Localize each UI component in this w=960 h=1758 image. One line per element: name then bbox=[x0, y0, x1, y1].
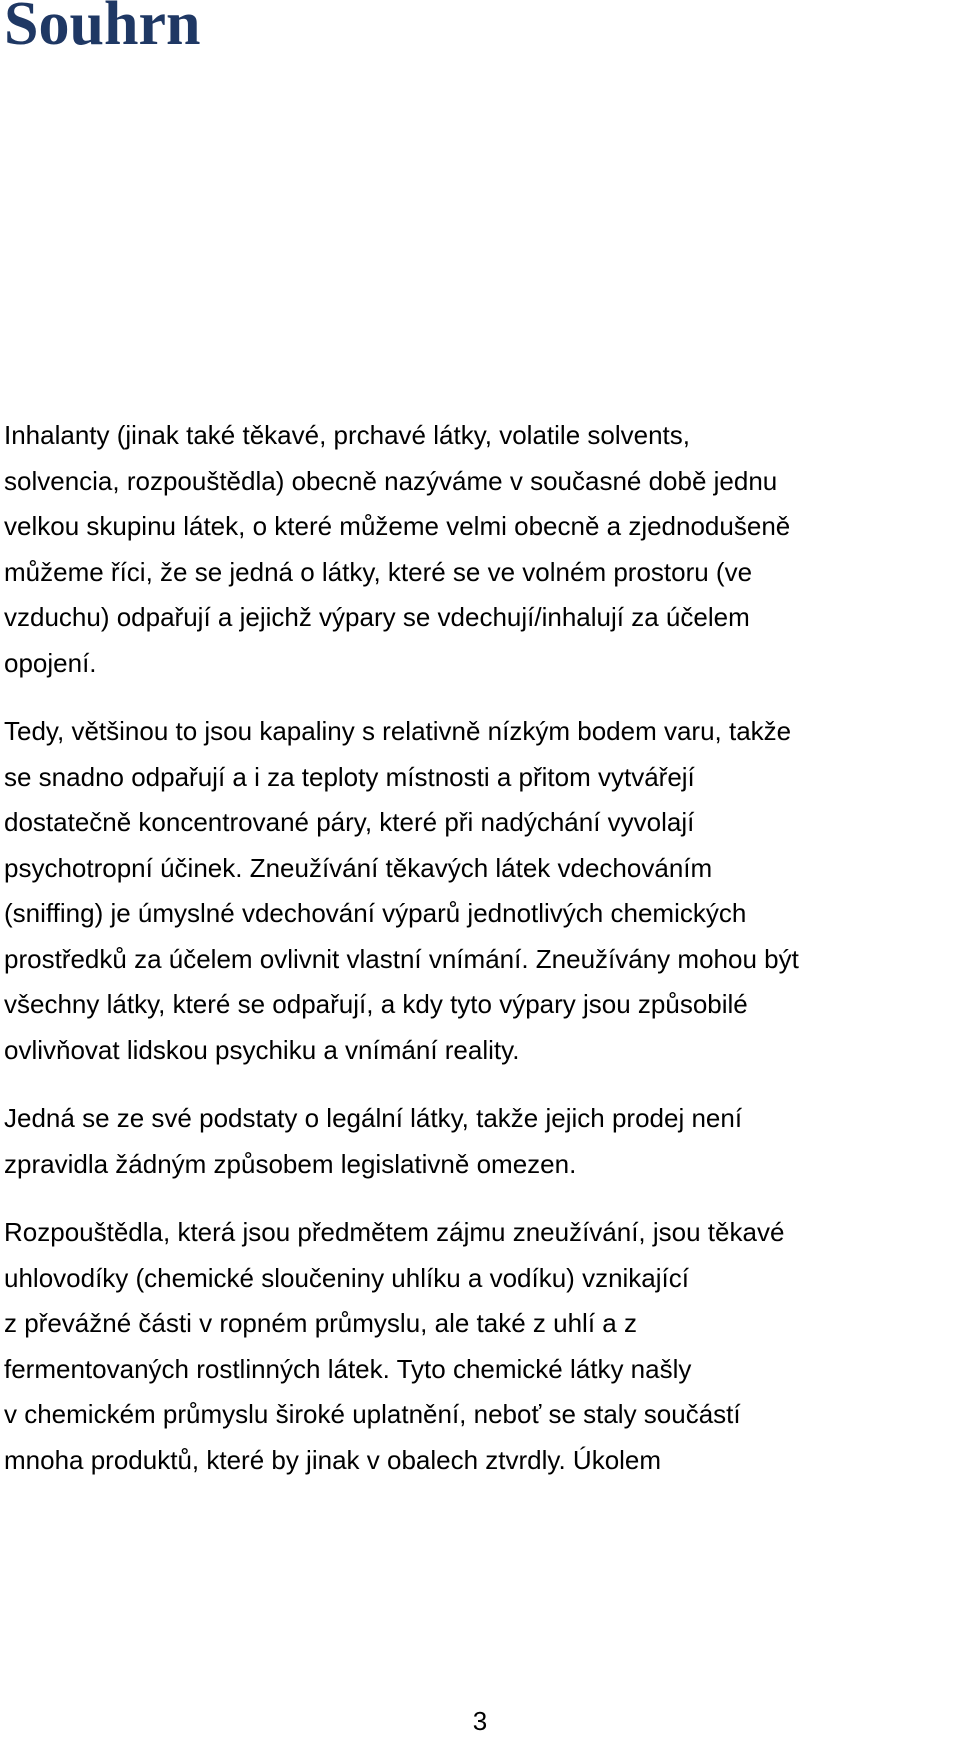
document-body bbox=[4, 413, 954, 1506]
paragraph-4 bbox=[4, 1210, 954, 1483]
text-line: solvencia, rozpouštědla) obecně nazýváme v současné době jednu bbox=[4, 465, 778, 496]
page-number: 3 bbox=[472, 1706, 488, 1736]
text-line: zpravidla žádným způsobem legislativně omezen. bbox=[4, 1148, 577, 1179]
text-line: ovlivňovat lidskou psychiku a vnímání reality. bbox=[4, 1034, 520, 1065]
paragraph-1 bbox=[4, 413, 954, 686]
text-line: psychotropní účinek. Zneužívání těkavých látek vdechováním bbox=[4, 852, 713, 883]
text-line: uhlovodíky (chemické sloučeniny uhlíku a vodíku) vznikající bbox=[4, 1262, 689, 1293]
text-line: fermentovaných rostlinných látek. Tyto chemické látky našly bbox=[4, 1353, 692, 1384]
paragraph-3 bbox=[4, 1096, 954, 1187]
text-line: opojení. bbox=[4, 647, 97, 678]
page-title: Souhrn bbox=[4, 0, 201, 58]
paragraph-2 bbox=[4, 709, 954, 1073]
text-line: Rozpouštědla, která jsou předmětem zájmu zneužívání, jsou těkavé bbox=[4, 1217, 785, 1247]
text-line: dostatečně koncentrované páry, které při nadýchání vyvolají bbox=[4, 807, 695, 837]
text-line: z převážné části v ropném průmyslu, ale také z uhlí a z bbox=[4, 1308, 637, 1338]
text-line: všechny látky, které se odpařují, a kdy tyto výpary jsou způsobilé bbox=[4, 989, 748, 1019]
text-line: (sniffing) je úmyslné vdechování výparů jednotlivých chemických bbox=[4, 898, 747, 928]
text-line: velkou skupinu látek, o které můžeme velmi obecně a zjednodušeně bbox=[4, 511, 791, 541]
text-line: mnoha produktů, které by jinak v obalech ztvrdly. Úkolem bbox=[4, 1444, 662, 1475]
text-line: můžeme říci, že se jedná o látky, které se ve volném prostoru (ve bbox=[4, 556, 753, 587]
text-line: Inhalanty (jinak také těkavé, prchavé látky, volatile solvents, bbox=[4, 420, 690, 450]
text-line: prostředků za účelem ovlivnit vlastní vnímání. Zneužívány mohou být bbox=[4, 943, 799, 974]
text-line: vzduchu) odpařují a jejichž výpary se vdechují/inhalují za účelem bbox=[4, 602, 750, 632]
text-line: Tedy, většinou to jsou kapaliny s relativně nízkým bodem varu, takže bbox=[4, 716, 792, 746]
text-line: se snadno odpařují a i za teploty místnosti a přitom vytvářejí bbox=[4, 761, 695, 792]
text-line: v chemickém průmyslu široké uplatnění, neboť se staly součástí bbox=[4, 1399, 741, 1429]
text-line: Jedná se ze své podstaty o legální látky, takže jejich prodej není bbox=[4, 1103, 743, 1133]
